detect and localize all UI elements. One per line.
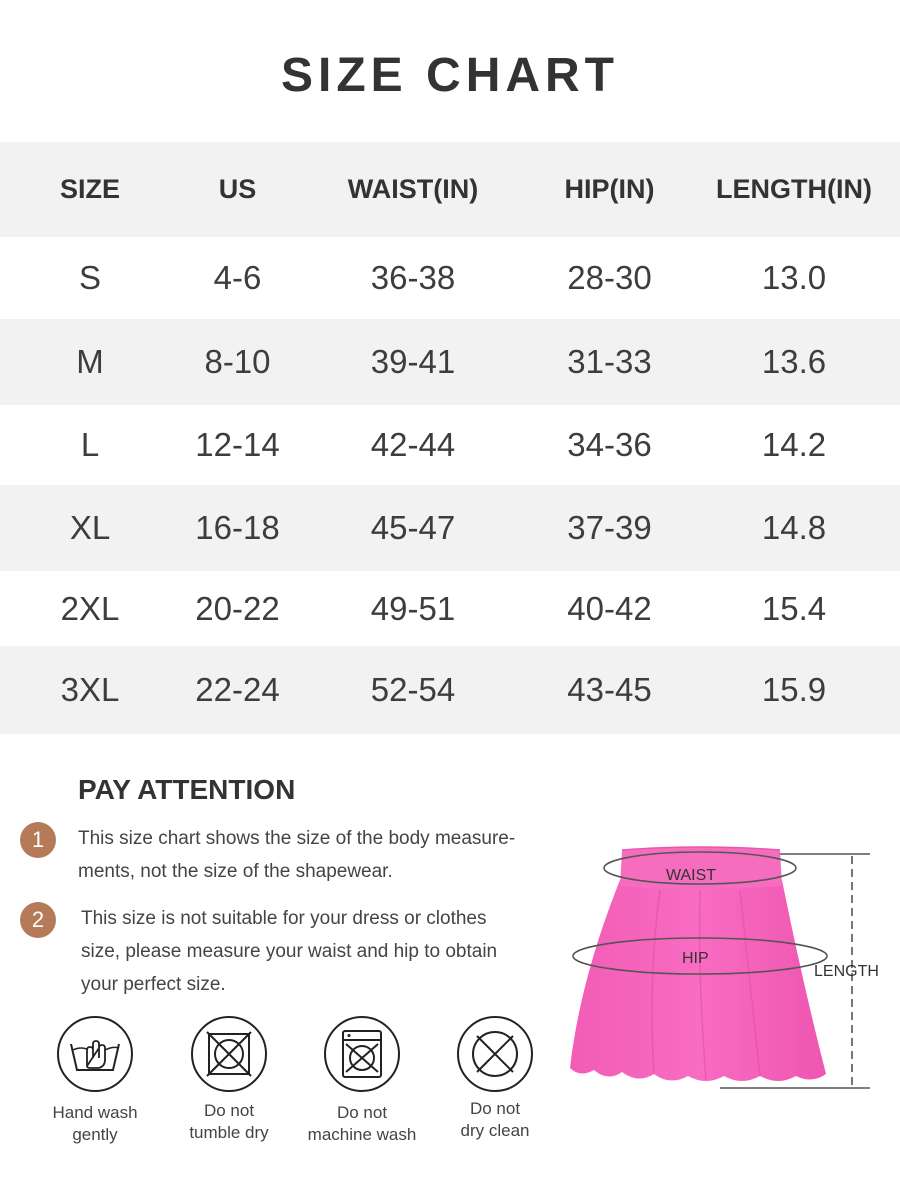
waist-label: WAIST bbox=[666, 867, 717, 884]
cell-size: 2XL bbox=[60, 589, 120, 627]
cell-size: S bbox=[78, 259, 101, 296]
cell-length: 13.0 bbox=[761, 259, 827, 296]
care-label bbox=[30, 1102, 160, 1146]
header-waist: WAIST(IN) bbox=[347, 174, 479, 204]
care-label-line: dry clean bbox=[460, 1121, 530, 1140]
care-label-line: Do not bbox=[203, 1101, 255, 1120]
cell-hip: 28-30 bbox=[567, 259, 652, 296]
hand-wash-icon bbox=[55, 1014, 135, 1094]
cell-length: 13.6 bbox=[761, 343, 827, 380]
note-number-badge: 1 bbox=[20, 822, 56, 858]
cell-us: 4-6 bbox=[213, 259, 262, 296]
cell-length: 14.2 bbox=[761, 426, 827, 463]
cell-hip: 43-45 bbox=[567, 671, 652, 708]
hip-label: HIP bbox=[682, 950, 709, 967]
pay-attention-title: PAY ATTENTION bbox=[78, 774, 296, 805]
cell-hip: 31-33 bbox=[567, 343, 652, 380]
care-no-machine-wash bbox=[297, 1014, 427, 1146]
cell-us: 22-24 bbox=[195, 671, 280, 708]
care-no-dry-clean bbox=[430, 1014, 560, 1142]
cell-length: 15.9 bbox=[761, 671, 827, 708]
cell-us: 16-18 bbox=[195, 509, 280, 546]
cell-us: 8-10 bbox=[204, 343, 271, 380]
cell-us: 12-14 bbox=[195, 426, 280, 463]
cell-size: M bbox=[76, 343, 104, 380]
note-item-1 bbox=[20, 822, 580, 892]
care-label-line: tumble dry bbox=[189, 1123, 269, 1142]
note-line: size, please measure your waist and hip to obtain bbox=[81, 941, 498, 962]
care-label bbox=[297, 1102, 427, 1146]
care-label-line: gently bbox=[72, 1125, 118, 1144]
header-size: SIZE bbox=[59, 174, 120, 204]
cell-waist: 42-44 bbox=[370, 426, 456, 463]
table-row bbox=[0, 319, 900, 405]
care-label-line: machine wash bbox=[307, 1125, 417, 1144]
cell-size: XL bbox=[69, 509, 111, 546]
note-item-2 bbox=[20, 902, 580, 1002]
table-row bbox=[0, 571, 900, 646]
note-text bbox=[81, 902, 497, 1001]
note-line: This size is not suitable for your dress or clothes bbox=[81, 908, 487, 929]
care-label-line: Do not bbox=[469, 1099, 521, 1118]
note-line: This size chart shows the size of the body measure- bbox=[78, 828, 516, 849]
cell-hip: 34-36 bbox=[567, 426, 652, 463]
cell-length: 15.4 bbox=[761, 589, 827, 627]
care-hand-wash bbox=[30, 1014, 160, 1146]
note-line: ments, not the size of the shapewear. bbox=[78, 861, 393, 882]
care-no-tumble-dry bbox=[164, 1014, 294, 1144]
care-label-line: Hand wash bbox=[52, 1103, 138, 1122]
cell-size: 3XL bbox=[60, 671, 120, 708]
cell-length: 14.8 bbox=[761, 509, 827, 546]
no-machine-wash-icon bbox=[322, 1014, 402, 1094]
care-label-line: Do not bbox=[336, 1103, 388, 1122]
cell-size: L bbox=[80, 426, 100, 463]
page-title: SIZE CHART bbox=[281, 49, 619, 102]
table-row bbox=[0, 646, 900, 734]
table-row bbox=[0, 405, 900, 485]
table-row bbox=[0, 237, 900, 319]
table-header-row bbox=[0, 142, 900, 237]
cell-waist: 36-38 bbox=[370, 259, 456, 296]
note-line: your perfect size. bbox=[81, 974, 226, 995]
no-dry-clean-icon bbox=[455, 1014, 535, 1094]
cell-waist: 49-51 bbox=[370, 589, 456, 627]
header-hip: HIP(IN) bbox=[564, 174, 655, 204]
cell-waist: 39-41 bbox=[370, 343, 456, 380]
cell-us: 20-22 bbox=[195, 589, 280, 627]
cell-waist: 52-54 bbox=[370, 671, 456, 708]
header-us: US bbox=[218, 174, 257, 204]
care-label bbox=[164, 1100, 294, 1144]
length-label: LENGTH bbox=[814, 963, 879, 980]
skirt-diagram bbox=[560, 830, 890, 1110]
note-number-badge: 2 bbox=[20, 902, 56, 938]
size-table bbox=[0, 142, 900, 734]
cell-waist: 45-47 bbox=[370, 509, 456, 546]
header-length: LENGTH(IN) bbox=[716, 174, 872, 204]
no-tumble-dry-icon bbox=[189, 1014, 269, 1094]
cell-hip: 37-39 bbox=[567, 509, 652, 546]
cell-hip: 40-42 bbox=[567, 589, 652, 627]
table-row bbox=[0, 485, 900, 571]
note-text bbox=[78, 822, 515, 888]
care-label bbox=[430, 1098, 560, 1142]
